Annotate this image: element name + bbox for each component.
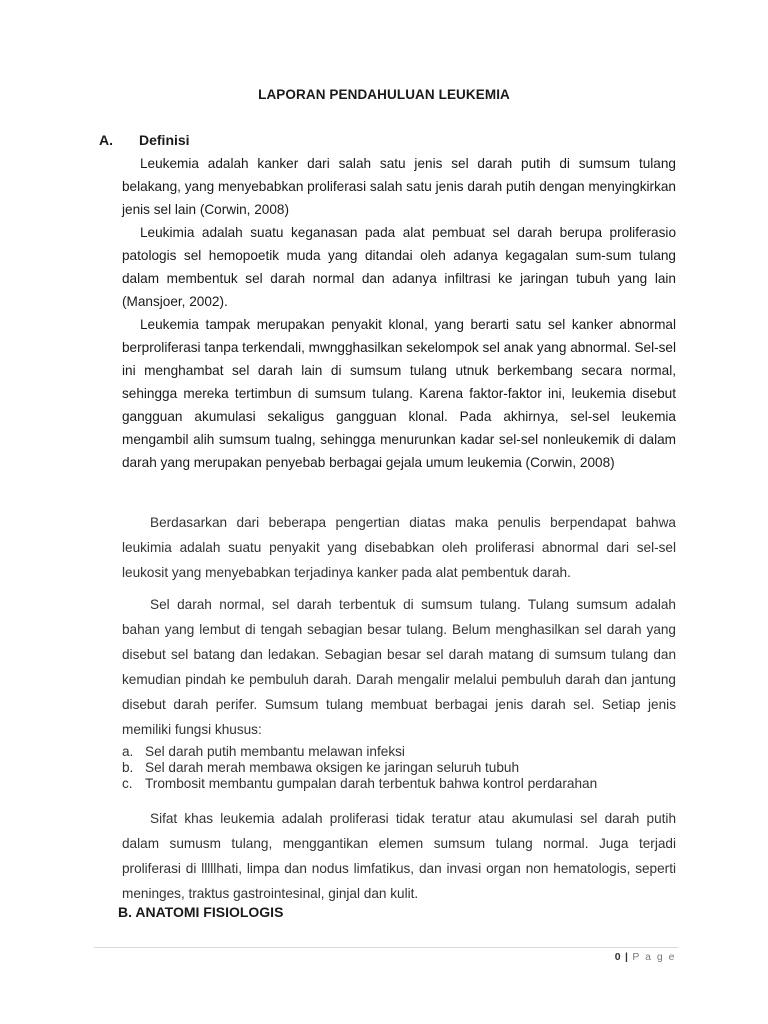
section-b-heading: B. ANATOMI FISIOLOGIS — [118, 904, 284, 920]
list-marker: b. — [122, 760, 134, 775]
list-item — [122, 776, 682, 792]
summary-paragraph: Berdasarkan dari beberapa pengertian diatas maka penulis berpendapat bahwa leukimia adalah suatu penyakit yang disebabkan oleh proliferasi abnormal dari sel-sel leukosit yang menyebabkan terjadinya kanker pada alat pembentuk darah. — [122, 515, 676, 580]
list-text: Trombosit membantu gumpalan darah terbentuk bahwa kontrol perdarahan — [145, 776, 598, 791]
sel-darah-block — [122, 592, 676, 742]
definisi-paragraph-3: Leukemia tampak merupakan penyakit klonal, yang berarti satu sel kanker abnormal berproliferasi tanpa terkendali, mwngghasilkan sekelompok sel anak yang abnormal. Sel-sel ini menghambat sel darah lain di sumsum tulang utnuk berkembang secara normal, sehingga mereka tertimbun di sumsum tulang. Karena faktor-faktor ini, leukemia disebut gangguan akumulasi sekaligus gangguan klonal. Pada akhirnya, sel-sel leukemia mengambil alih sumsum tualng, sehingga menurunkan kadar sel-sel nonleukemik di dalam darah yang merupakan penyebab berbagai gejala umum leukemia (Corwin, 2008) — [122, 317, 676, 470]
page-label: P a g e — [632, 951, 676, 963]
page-footer — [615, 951, 676, 963]
section-a-title: Definisi — [139, 132, 190, 148]
section-a-heading — [99, 132, 190, 148]
definisi-paragraph-1: Leukemia adalah kanker dari salah satu jenis sel darah putih di sumsum tulang belakang, yang menyebabkan proliferasi salah satu jenis darah putih dengan menyingkirkan jenis sel lain (Corwin, 2008) — [122, 156, 676, 217]
definisi-paragraph-2: Leukimia adalah suatu keganasan pada alat pembuat sel darah berupa proliferasio patologis sel hemopoetik muda yang ditandai oleh adanya kegagalan sum-sum tulang dalam membentuk sel darah normal dan adanya infiltrasi ke jaringan tubuh yang lain (Mansjoer, 2002). — [122, 225, 676, 309]
sifat-block — [122, 806, 676, 906]
definisi-body — [122, 152, 676, 474]
list-text: Sel darah putih membantu melawan infeksi — [145, 744, 405, 759]
page-number: 0 — [614, 951, 621, 963]
list-marker: c. — [122, 776, 133, 791]
list-marker: a. — [122, 744, 134, 759]
list-text: Sel darah merah membawa oksigen ke jaringan seluruh tubuh — [145, 760, 520, 775]
sel-darah-paragraph: Sel darah normal, sel darah terbentuk di sumsum tulang. Tulang sumsum adalah bahan yang lembut di tengah sebagian besar tulang. Belum menghasilkan sel darah yang disebut sel batang dan ledakan. Sebagian besar sel darah matang di sumsum tulang dan kemudian pindah ke pembuluh darah. Darah mengalir melalui pembuluh darah dan jantung disebut darah perifer. Sumsum tulang membuat berbagai jenis darah sel. Setiap jenis memiliki fungsi khusus: — [122, 597, 676, 737]
sifat-paragraph: Sifat khas leukemia adalah proliferasi tidak teratur atau akumulasi sel darah putih dalam sumusm tulang, menggantikan elemen sumsum tulang normal. Juga terjadi proliferasi di lllllhati, limpa dan nodus limfatikus, dan invasi organ non hematologis, seperti meninges, traktus gastrointesinal, ginjal dan kulit. — [122, 811, 676, 901]
cell-function-list — [122, 744, 682, 792]
section-a-letter: A. — [99, 132, 113, 148]
footer-divider — [94, 947, 678, 948]
summary-block — [122, 510, 676, 585]
document-title: LAPORAN PENDAHULUAN LEUKEMIA — [258, 87, 510, 102]
list-item — [122, 744, 682, 760]
list-item — [122, 760, 682, 776]
footer-separator: | — [625, 951, 628, 963]
